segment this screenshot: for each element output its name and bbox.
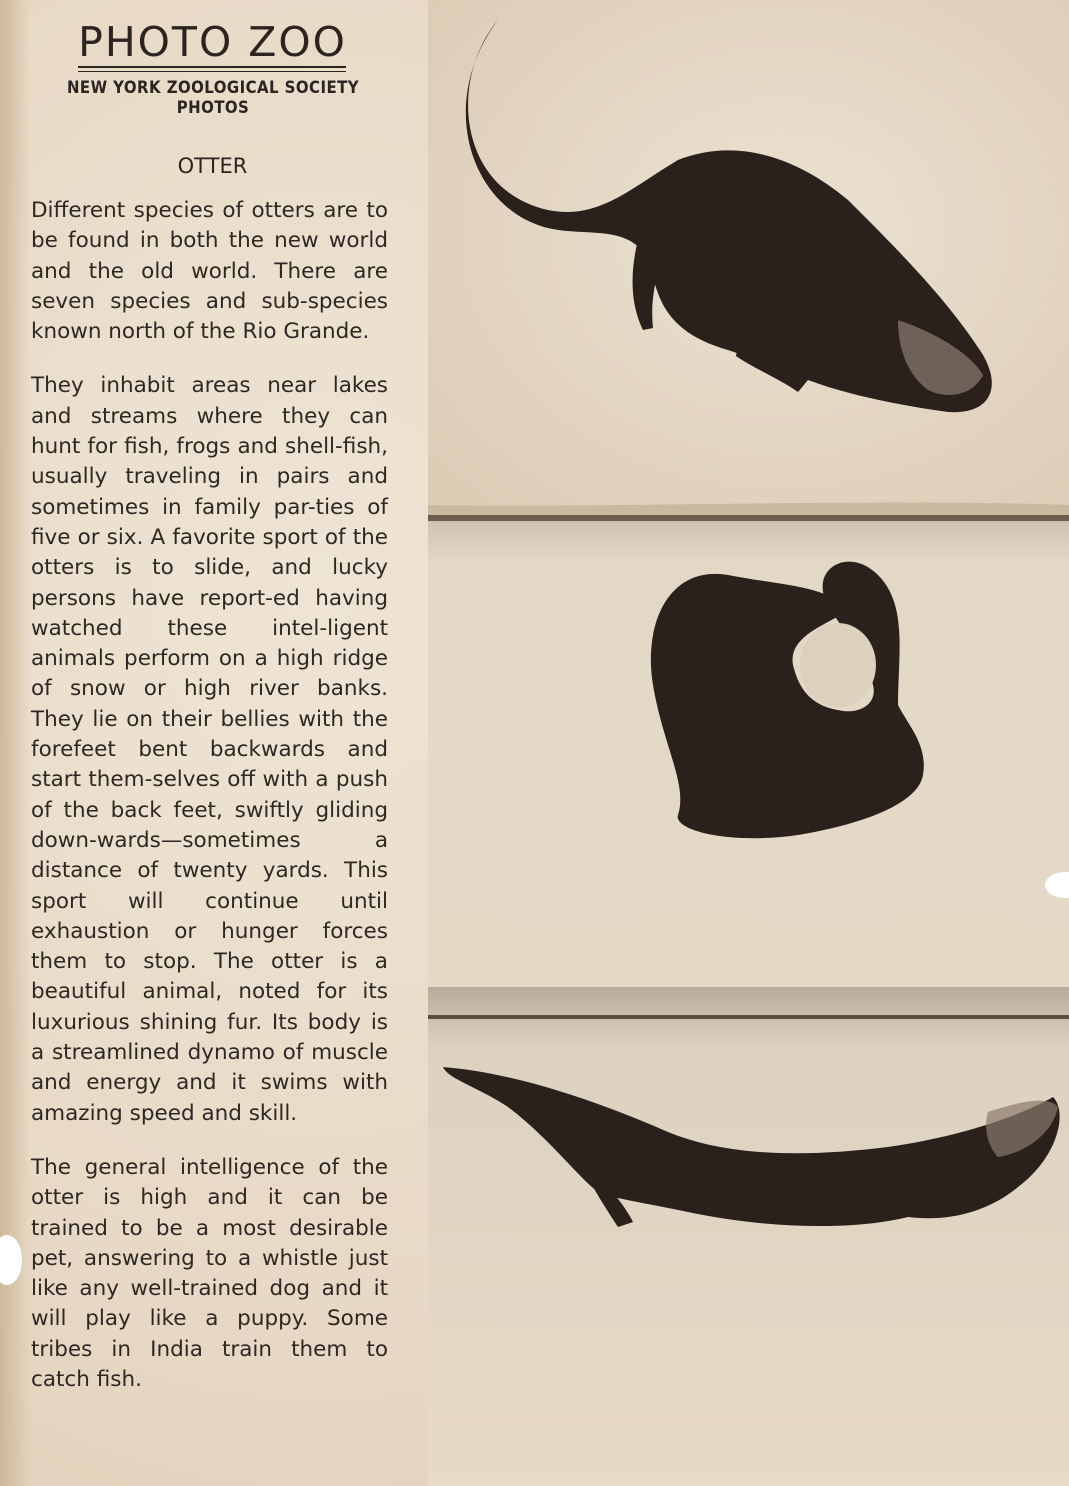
otter-diving-photo xyxy=(428,0,1069,515)
page-title: PHOTO ZOO xyxy=(78,18,347,66)
otter-curl-gap xyxy=(800,623,876,707)
title-underline-thin xyxy=(78,71,346,72)
title-underline xyxy=(78,66,346,68)
paragraph-2: They inhabit areas near lakes and streams where they can hunt for fish, frogs and shell-fish, usually traveling in pairs and sometimes in family par-ties of five or six. A favorite sport of the otters is to slide, and lucky persons have report-ed having watched these intel-ligent animals perform on a high ridge of snow or high river banks. They lie on their bellies with the forefeet bent backwards and start them-selves off with a push of the back feet, swiftly gliding down-wards—sometimes a distance of twenty yards. This sport will continue until exhaustion or hunger forces them to stop. The otter is a beautiful animal, noted for its luxurious shining fur. Its body is a streamlined dynamo of muscle and energy and it swims with amazing speed and skill. xyxy=(31,373,388,1126)
article-heading: OTTER xyxy=(177,154,248,178)
page-subtitle: NEW YORK ZOOLOGICAL SOCIETY PHOTOS xyxy=(66,78,360,118)
otter-body-2 xyxy=(651,562,924,839)
water-surface-line xyxy=(428,515,1069,521)
water-surface-line-3 xyxy=(428,1015,1069,1019)
text-column xyxy=(0,0,425,1486)
otter-curled-photo xyxy=(428,515,1069,987)
paragraph-1: Different species of otters are to be found in both the new world and the old world. There are seven species and sub-species known north of the Rio Grande. xyxy=(31,198,388,345)
article-body xyxy=(31,196,388,1419)
paragraph-3: The general intelligence of the otter is high and it can be trained to be a most desirable pet, answering to a whistle just like any well-trained dog and it will play like a puppy. Some tribes in India train them to catch fish. xyxy=(31,1154,388,1392)
otter-swimming-photo xyxy=(428,987,1069,1486)
